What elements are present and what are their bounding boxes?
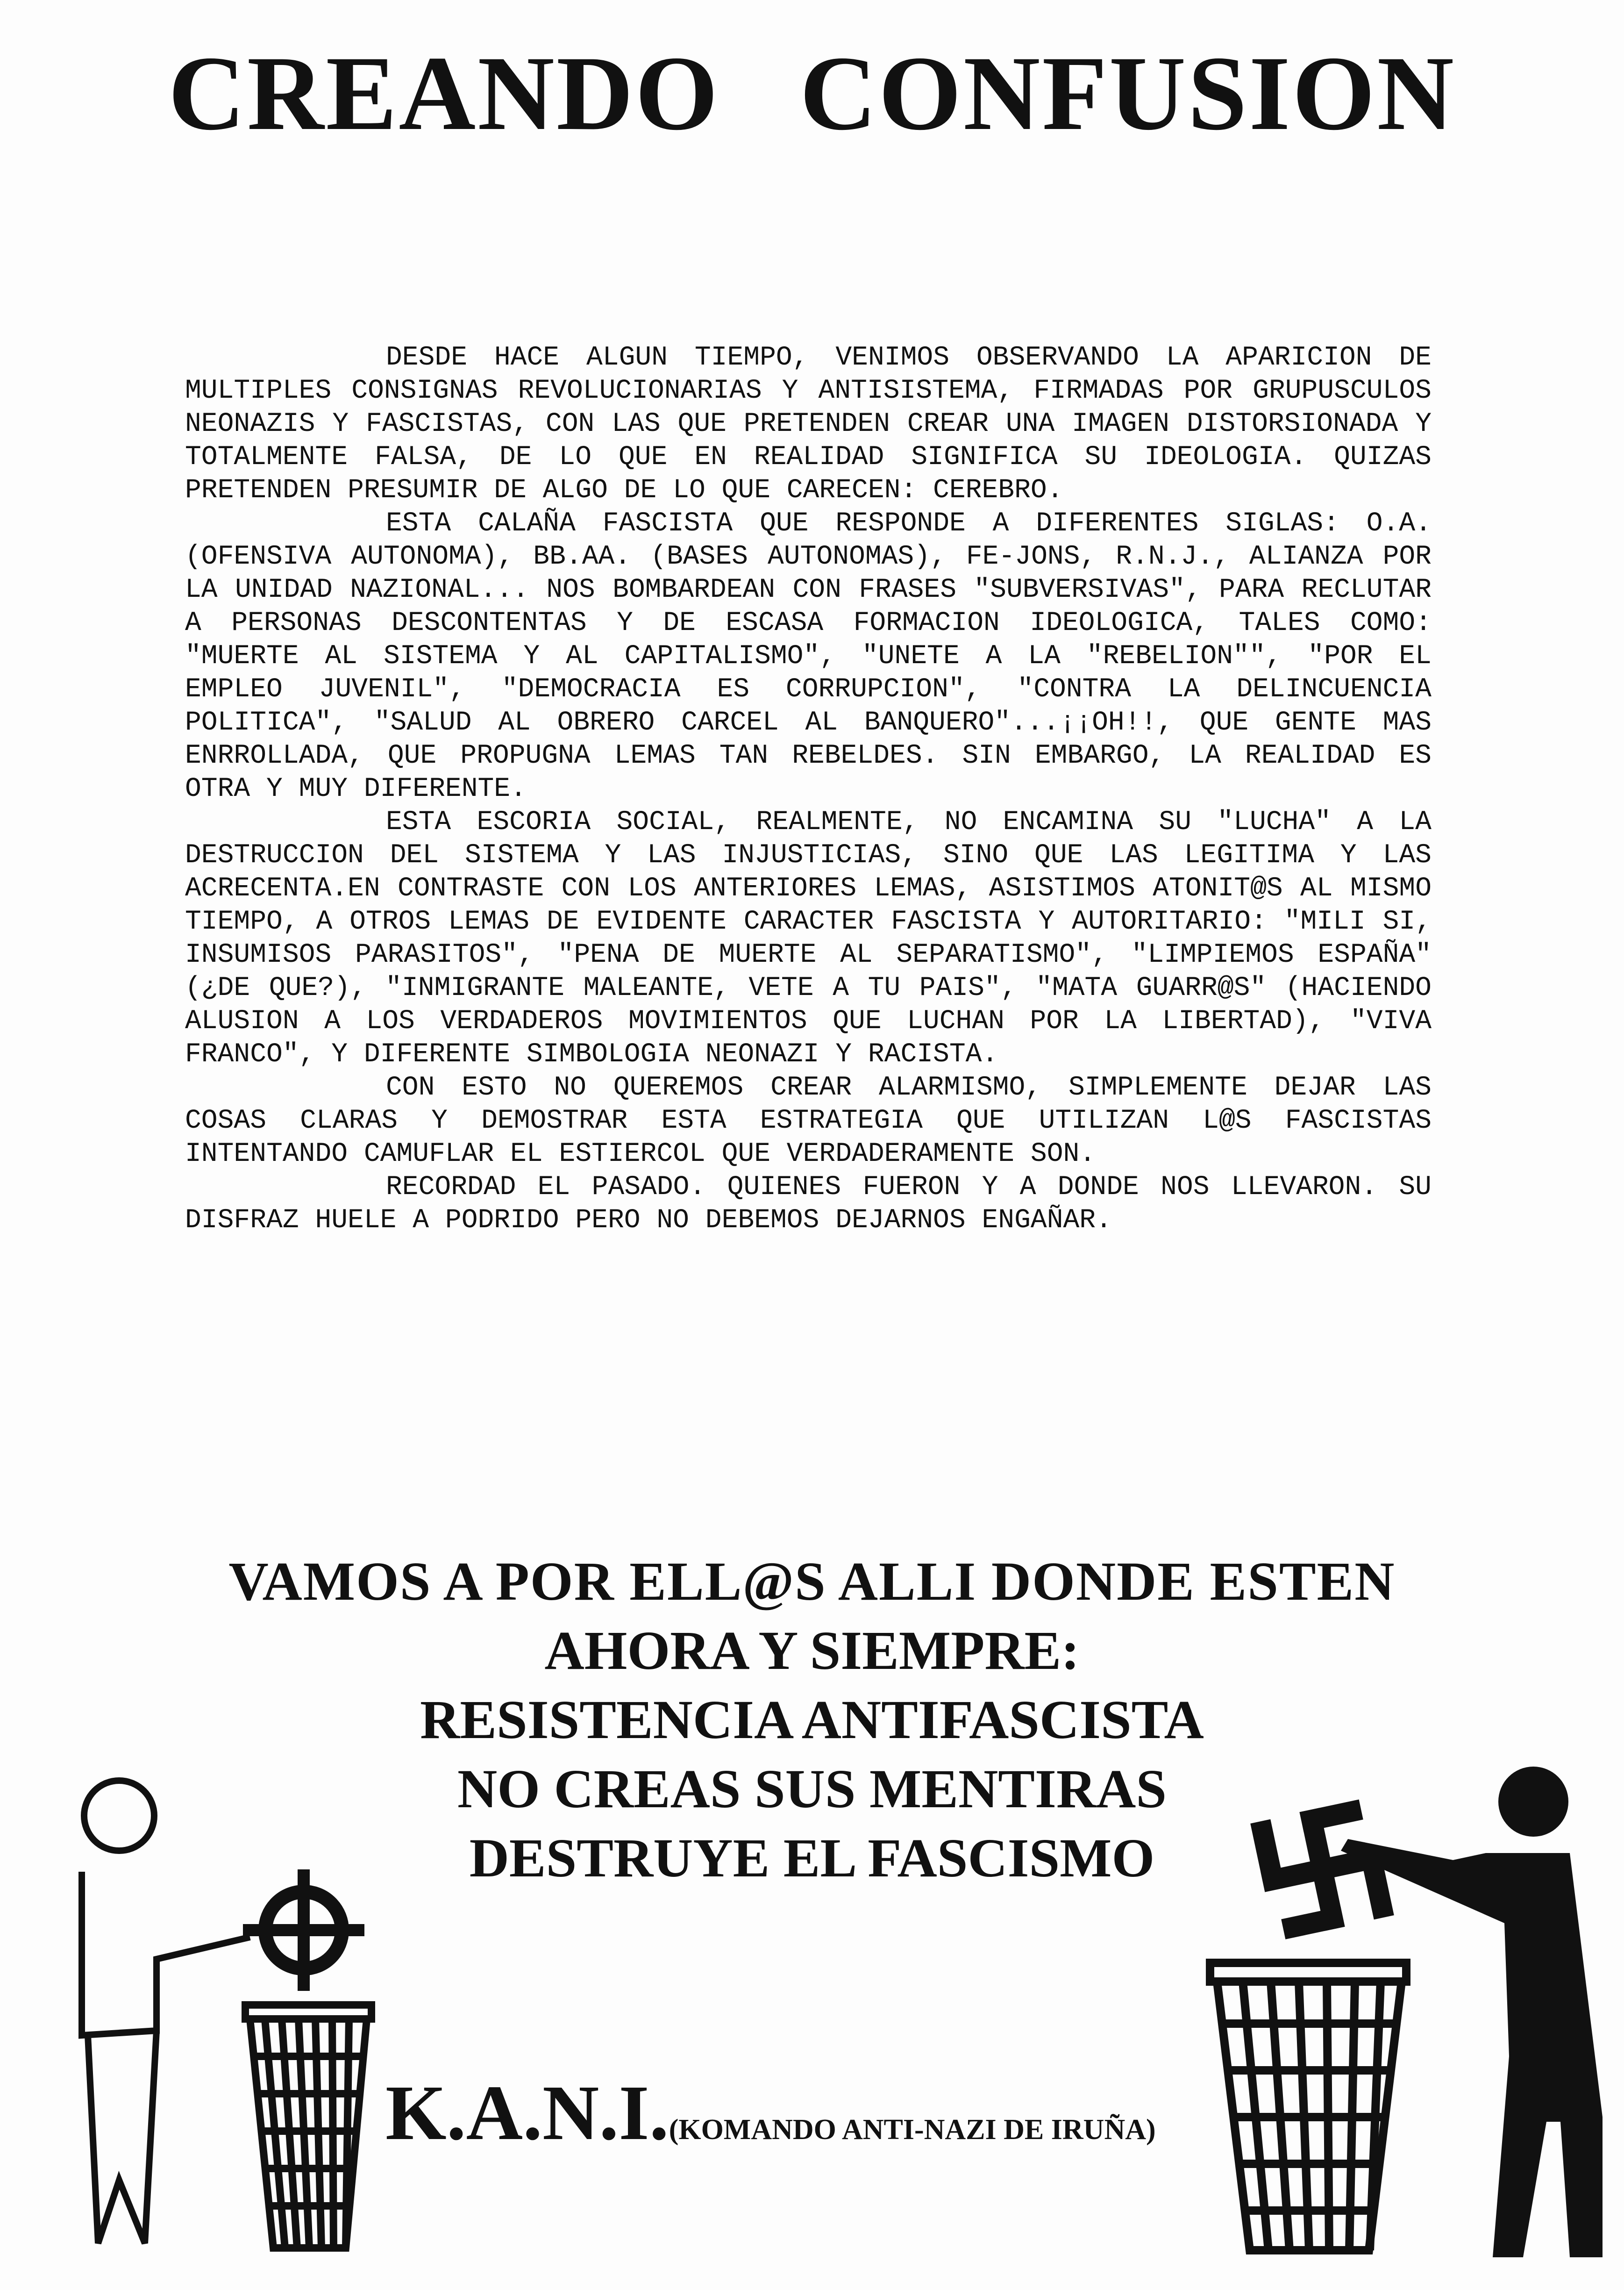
- slogan-line: NO CREAS SUS MENTIRAS: [457, 1758, 1167, 1819]
- figure-binning-swastika-icon: [1201, 1762, 1607, 2276]
- paragraph-intro: DESDE HACE ALGUN TIEMPO, VENIMOS OBSERVANDO LA APARICION DE MULTIPLES CONSIGNAS REVOLUCIONARIAS Y ANTISISTEMA, FIRMADAS POR GRUPUSCULOS NEONAZIS Y FASCISTAS, CON LAS QUE PRETENDEN CREAR UNA IMAGEN DISTORSIONADA Y TOTALMENTE FALSA, DE LO QUE EN REALIDAD SIGNIFICA SU IDEOLOGIA. QUIZAS PRETENDEN PRESUMIR DE ALGO DE LO QUE CARECEN: CEREBRO.: [185, 343, 1432, 506]
- paragraph-slogans-examples: ESTA CALAÑA FASCISTA QUE RESPONDE A DIFERENTES SIGLAS: O.A. (OFENSIVA AUTONOMA), BB.AA. (BASES AUTONOMAS), FE-JONS, R.N.J., ALIANZA POR LA UNIDAD NAZIONAL... NOS BOMBARDEAN CON FRASES "SUBVERSIVAS", PARA RECLUTAR A PERSONAS DESCONTENTAS Y DE ESCASA FORMACION IDEOLOGICA, TALES COMO: "MUERTE AL SISTEMA Y AL CAPITALISMO", "UNETE A LA "REBELION"", "POR EL EMPLEO JUVENIL", "DEMOCRACIA ES CORRUPCION", "CONTRA LA DELINCUENCIA POLITICA", "SALUD AL OBRERO CARCEL AL BANQUERO"...¡¡OH!!, QUE GENTE MAS ENRROLLADA, QUE PROPUGNA LEMAS TAN REBELDES. SIN EMBARGO, LA REALIDAD ES OTRA Y MUY DIFERENTE.: [185, 508, 1432, 804]
- paragraph-purpose: CON ESTO NO QUEREMOS CREAR ALARMISMO, SIMPLEMENTE DEJAR LAS COSAS CLARAS Y DEMOSTRAR ESTA ESTRATEGIA QUE UTILIZAN L@S FASCISTAS INTENTANDO CAMUFLAR EL ESTIERCOL QUE VERDADERAMENTE SON.: [185, 1073, 1432, 1169]
- signature-acronym: K.A.N.I.: [385, 2069, 669, 2156]
- slogan-line: DESTRUYE EL FASCISMO: [469, 1827, 1155, 1889]
- signature: [385, 2068, 1156, 2158]
- slogan-line: RESISTENCIA ANTIFASCISTA: [420, 1689, 1204, 1750]
- paragraph-reality: ESTA ESCORIA SOCIAL, REALMENTE, NO ENCAMINA SU "LUCHA" A LA DESTRUCCION DEL SISTEMA Y LAS INJUSTICIAS, SINO QUE LAS LEGITIMA Y LAS ACRECENTA.EN CONTRASTE CON LOS ANTERIORES LEMAS, ASISTIMOS ATONIT@S AL MISMO TIEMPO, A OTROS LEMAS DE EVIDENTE CARACTER FASCISTA Y AUTORITARIO: "MILI SI, INSUMISOS PARASITOS", "PENA DE MUERTE AL SEPARATISMO", "LIMPIEMOS ESPAÑA" (¿DE QUE?), "INMIGRANTE MALEANTE, VETE A TU PAIS", "MATA GUARR@S" (HACIENDO ALUSION A LOS VERDADEROS MOVIMIENTOS QUE LUCHAN POR LA LIBERTAD), "VIVA FRANCO", Y DIFERENTE SIMBOLOGIA NEONAZI Y RACISTA.: [185, 807, 1432, 1070]
- paragraph-remember: RECORDAD EL PASADO. QUIENES FUERON Y A DONDE NOS LLEVARON. SU DISFRAZ HUELE A PODRIDO PERO NO DEBEMOS DEJARNOS ENGAÑAR.: [185, 1172, 1432, 1236]
- signature-full-name: (KOMANDO ANTI-NAZI DE IRUÑA): [669, 2114, 1156, 2146]
- body-text: [185, 341, 1432, 1237]
- slogan-line: VAMOS A POR ELL@S ALLI DONDE ESTEN: [228, 1551, 1396, 1612]
- figure-binning-celtic-cross-icon: [37, 1776, 392, 2267]
- slogan-line: AHORA Y SIEMPRE:: [544, 1620, 1080, 1681]
- page-title: CREANDO CONFUSION: [168, 35, 1456, 152]
